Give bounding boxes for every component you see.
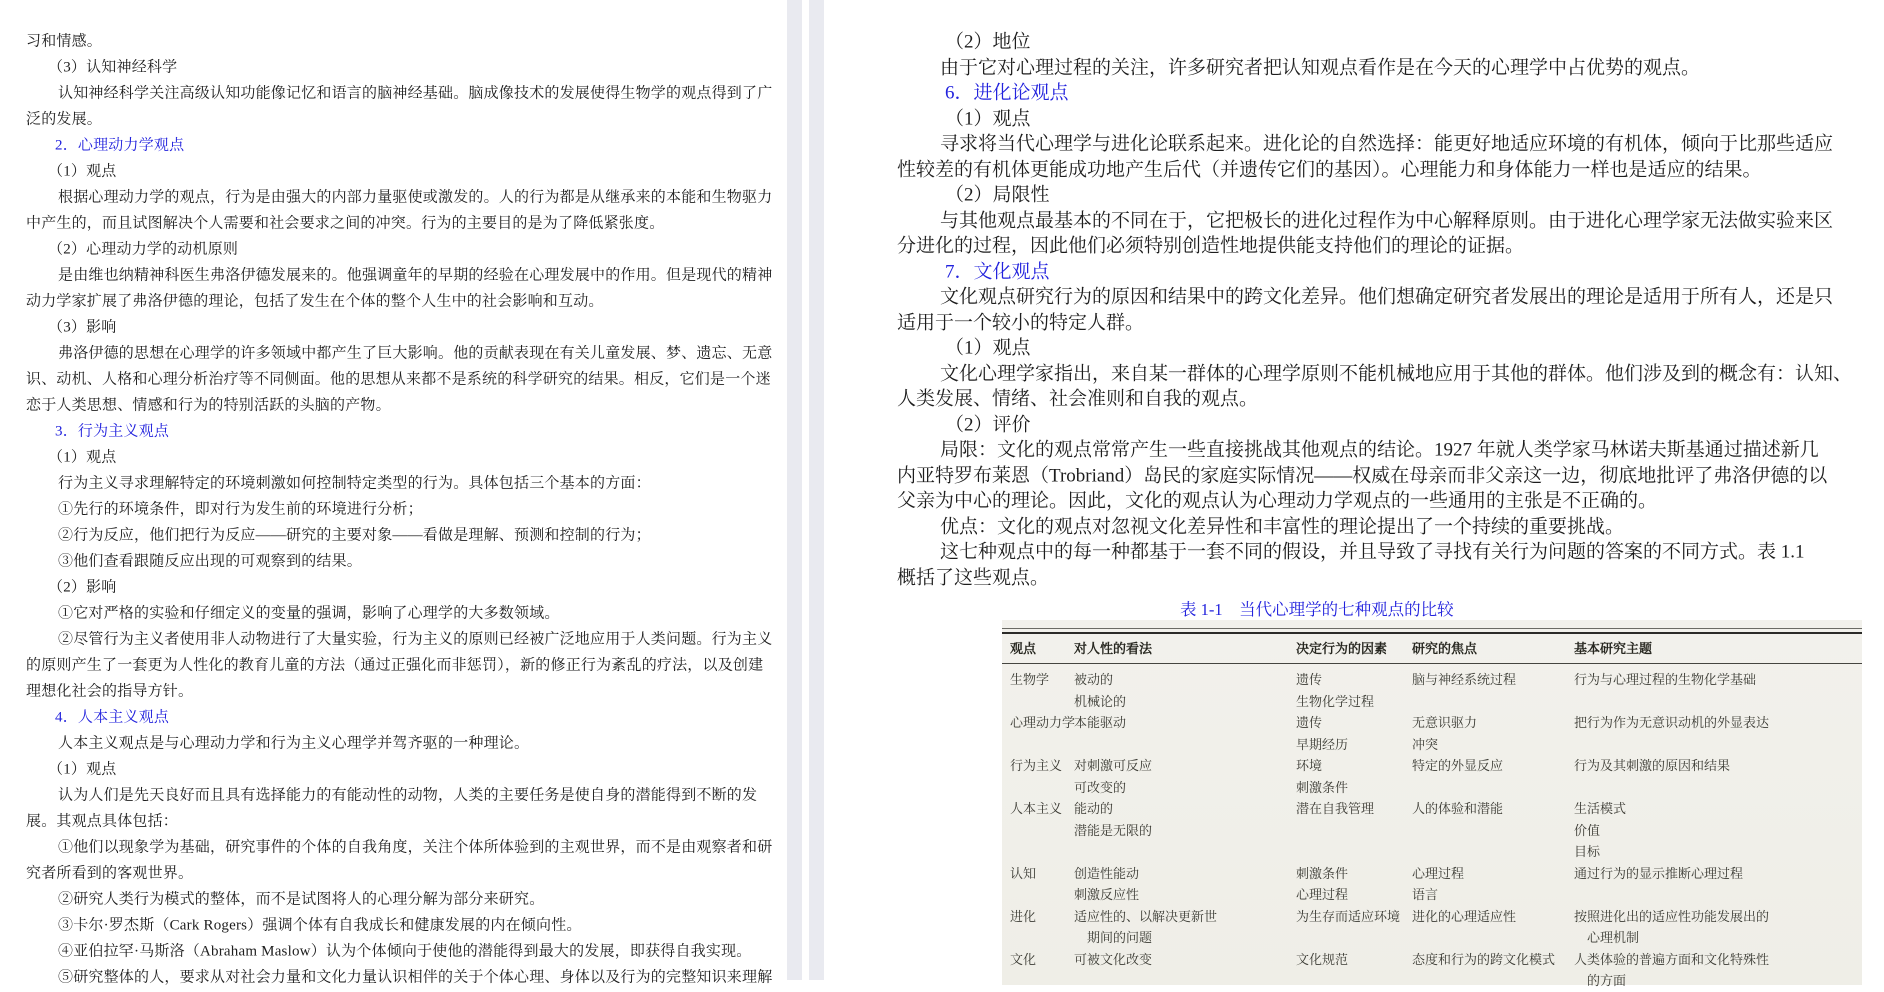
- table-top-rule-thick: [1002, 632, 1862, 634]
- text-line: 行为主义寻求理解特定的环境刺激如何控制特定类型的行为。具体包括三个基本的方面：: [58, 475, 651, 492]
- text-line: 内亚特罗布莱恩（Trobriand）岛民的家庭实际情况——权威在母亲而非父亲这一边，彻底地批评了弗洛伊德的以: [897, 465, 1828, 487]
- table-cell: 行为及其刺激的原因和结果: [1574, 758, 1731, 773]
- table-cell: 适应性的、以解决更新世 期间的问题: [1074, 908, 1218, 945]
- text-line: 父亲为中心的理论。因此，文化的观点认为心理动力学观点的一些通用的主张是不正确的。: [897, 490, 1658, 512]
- text-line: 人本主义观点是与心理动力学和行为主义心理学并驾齐驱的一种理论。: [58, 735, 530, 752]
- table-header-cell: 研究的焦点: [1412, 641, 1478, 656]
- text-line: ③他们查看跟随反应出现的可观察到的结果。: [58, 553, 363, 570]
- table-body: [1002, 664, 1862, 992]
- text-line: ①先行的环境条件，即对行为发生前的环境进行分析；: [58, 501, 423, 518]
- text-line: ②尽管行为主义者使用非人动物进行了大量实验，行为主义的原则已经被广泛地应用于人类问题。行为主义: [58, 631, 773, 648]
- text-line: 性较差的有机体更能成功地产生后代（并遗传它们的基因）。心理能力和身体能力一样也是适应的结果。: [897, 159, 1762, 181]
- table-cell: 人本主义: [1010, 801, 1063, 816]
- text-line: （2）局限性: [945, 184, 1050, 206]
- table-header-cell: 决定行为的因素: [1296, 641, 1388, 656]
- text-line: 究者所看到的客观世界。: [26, 865, 194, 882]
- table-cell: 文化: [1010, 951, 1037, 967]
- text-line: 习和情感。: [26, 33, 103, 50]
- text-line: 人类发展、情绪、社会准则和自我的观点。: [897, 388, 1259, 410]
- table-row: [1002, 949, 1862, 992]
- page-divider-bar: [787, 0, 802, 980]
- text-line: （1）观点: [945, 108, 1031, 130]
- text-line: （2）影响: [48, 579, 117, 596]
- text-line: 认为人们是先天良好而且具有选择能力的有能动性的动物，人类的主要任务是使自身的潜能得到不断的发: [58, 787, 758, 804]
- text-line: （1）观点: [48, 449, 117, 466]
- table-cell: 对刺激可反应 可改变的: [1074, 758, 1153, 795]
- text-line: 识、动机、人格和心理分析治疗等不同侧面。他的思想从来都不是系统的科学研究的结果。相反，它们是一个迷: [26, 371, 771, 388]
- section-heading: 2．心理动力学观点: [55, 137, 185, 154]
- table-cell: 创造性能动 刺激反应性: [1074, 865, 1140, 902]
- text-line: ②行为反应，他们把行为反应——研究的主要对象——看做是理解、预测和控制的行为；: [58, 527, 651, 544]
- text-line: （2）评价: [945, 414, 1031, 436]
- table-cell: 刺激条件 心理过程: [1296, 865, 1349, 902]
- table-cell: 特定的外显反应: [1412, 758, 1504, 773]
- table-cell: 潜在自我管理: [1296, 801, 1375, 816]
- text-line: 动力学家扩展了弗洛伊德的理论，包括了发生在个体的整个人生中的社会影响和互动。: [26, 293, 604, 310]
- table-cell: 把行为作为无意识动机的外显表达: [1574, 715, 1770, 730]
- text-line: 与其他观点最基本的不同在于，它把极长的进化过程作为中心解释原则。由于进化心理学家无法做实验来区: [940, 210, 1834, 232]
- text-line: 寻求将当代心理学与进化论联系起来。进化论的自然选择：能更好地适应环境的有机体，倾向于比那些适应: [940, 133, 1834, 155]
- section-heading: 4．人本主义观点: [55, 709, 170, 726]
- text-line: 概括了这些观点。: [897, 567, 1050, 589]
- table-cell: 行为与心理过程的生物化学基础: [1574, 672, 1757, 687]
- text-line: （2）心理动力学的动机原则: [48, 241, 239, 258]
- text-line: 文化观点研究行为的原因和结果中的跨文化差异。他们想确定研究者发展出的理论是适用于所有人，还是只: [940, 286, 1834, 308]
- text-line: ①它对严格的实验和仔细定义的变量的强调，影响了心理学的大多数领域。: [58, 605, 560, 622]
- text-line: 文化心理学家指出，来自某一群体的心理学原则不能机械地应用于其他的群体。他们涉及到的概念有：认知、: [940, 363, 1853, 385]
- table-cell: 通过行为的显示推断心理过程: [1574, 865, 1744, 881]
- table-cell: 态度和行为的跨文化模式: [1412, 951, 1556, 967]
- table-cell: 被动的 机械论的: [1074, 672, 1127, 709]
- table-cell: 无意识驱力 冲突: [1412, 715, 1478, 752]
- table-cell: 心理过程 语言: [1412, 865, 1465, 902]
- table-cell: 遗传 早期经历: [1296, 715, 1349, 752]
- section-heading: 6．进化论观点: [945, 82, 1069, 104]
- text-line: （2）地位: [945, 31, 1031, 53]
- text-line: （1）观点: [48, 761, 117, 778]
- table-cell: 可被文化改变: [1074, 951, 1153, 967]
- text-line: 这七种观点中的每一种都基于一套不同的假设，并且导致了寻找有关行为问题的答案的不同方式。表 1.1: [940, 541, 1805, 563]
- table-cell: 按照进化出的适应性功能发展出的 心理机制: [1574, 908, 1770, 945]
- text-line: 由于它对心理过程的关注，许多研究者把认知观点看作是在今天的心理学中占优势的观点。: [940, 57, 1701, 79]
- text-line: （3）影响: [48, 319, 117, 336]
- text-line: （1）观点: [945, 337, 1031, 359]
- text-line: 展。其观点具体包括：: [26, 813, 179, 830]
- table-cell: 进化: [1010, 908, 1037, 924]
- table-cell: 行为主义: [1010, 758, 1063, 773]
- table-top-rule-thin: [1002, 628, 1862, 629]
- text-line: 弗洛伊德的思想在心理学的许多领域中都产生了巨大影响。他的贡献表现在有关儿童发展、梦、遗忘、无意: [58, 345, 773, 362]
- table-cell: 生物学: [1010, 672, 1050, 687]
- left-page: [0, 0, 786, 980]
- text-line: 是由维也纳精神科医生弗洛伊德发展来的。他强调童年的早期的经验在心理发展中的作用。但是现代的精神: [58, 267, 773, 284]
- table-header-row: [1002, 639, 1862, 663]
- table-row: [1002, 798, 1862, 863]
- table-cell: 心理动力学: [1010, 715, 1076, 730]
- table-cell: 遗传 生物化学过程: [1296, 672, 1375, 709]
- table-cell: 认知: [1010, 865, 1037, 881]
- text-line: （3）认知神经科学: [48, 59, 178, 76]
- text-line: 适用于一个较小的特定人群。: [897, 312, 1145, 334]
- text-line: 分进化的过程，因此他们必须特别创造性地提供能支持他们的理论的证据。: [897, 235, 1525, 257]
- text-line: 根据心理动力学的观点，行为是由强大的内部力量驱使或激发的。人的行为都是从继承来的本能和生物驱力: [58, 189, 773, 206]
- table-cell: 环境 刺激条件: [1296, 758, 1349, 795]
- text-line: 优点：文化的观点对忽视文化差异性和丰富性的理论提出了一个持续的重要挑战。: [940, 516, 1625, 538]
- text-line: 的原则产生了一套更为人性化的教育儿童的方法（通过正强化而非惩罚），新的修正行为紊乱的疗法，以及创建: [26, 657, 764, 674]
- table-cell: 人的体验和潜能: [1412, 801, 1504, 816]
- table-cell: 能动的 潜能是无限的: [1074, 801, 1153, 838]
- text-line: ⑤研究整体的人，要求从对社会力量和文化力量认识相伴的关于个体心理、身体以及行为的完整知识来理解: [58, 969, 773, 986]
- table-header-cell: 观点: [1010, 641, 1037, 656]
- text-line: （1）观点: [48, 163, 117, 180]
- table-header-cell: 对人性的看法: [1074, 641, 1153, 656]
- text-line: 认知神经科学关注高级认知功能像记忆和语言的脑神经基础。脑成像技术的发展使得生物学的观点得到了广: [58, 85, 773, 102]
- text-line: ④亚伯拉罕·马斯洛（Abraham Maslow）认为个体倾向于使他的潜能得到最大的发展，即获得自我实现。: [58, 943, 752, 960]
- text-line: 恋于人类思想、情感和行为的特别活跃的头脑的产物。: [26, 397, 391, 414]
- table-cell: 为生存而适应环境: [1296, 908, 1401, 924]
- text-line: 中产生的，而且试图解决个人需要和社会要求之间的冲突。行为的主要目的是为了降低紧张度。: [26, 215, 665, 232]
- table-row: [1002, 669, 1862, 712]
- table-row: [1002, 906, 1862, 949]
- table-cell: 人类体验的普遍方面和文化特殊性 的方面: [1574, 951, 1770, 988]
- table-row: [1002, 863, 1862, 906]
- table-row: [1002, 712, 1862, 755]
- text-line: ①他们以现象学为基础，研究事件的个体的自我角度，关注个体所体验到的主观世界，而不是由观察者和研: [58, 839, 773, 856]
- text-line: 泛的发展。: [26, 111, 103, 128]
- text-line: 理想化社会的指导方针。: [26, 683, 194, 700]
- text-line: 局限：文化的观点常常产生一些直接挑战其他观点的结论。1927 年就人类学家马林诺夫斯基通过描述新几: [940, 439, 1819, 461]
- comparison-table: [1002, 620, 1862, 988]
- table-cell: 脑与神经系统过程: [1412, 672, 1517, 687]
- section-heading: 3．行为主义观点: [55, 423, 170, 440]
- section-heading: 7．文化观点: [945, 261, 1050, 283]
- table-cell: 本能驱动: [1074, 715, 1127, 730]
- text-line: ②研究人类行为模式的整体，而不是试图将人的心理分解为部分来研究。: [58, 891, 545, 908]
- table-cell: 生活模式 价值 目标: [1574, 801, 1627, 859]
- table-cell: 进化的心理适应性: [1412, 908, 1517, 924]
- table-header-cell: 基本研究主题: [1574, 641, 1653, 656]
- table-caption: 表 1-1 当代心理学的七种观点的比较: [1180, 600, 1454, 619]
- page-divider-bar: [809, 0, 824, 980]
- table-row: [1002, 755, 1862, 798]
- table-cell: 文化规范: [1296, 951, 1349, 967]
- text-line: ③卡尔·罗杰斯（Cark Rogers）强调个体有自我成长和健康发展的内在倾向性。: [58, 917, 582, 934]
